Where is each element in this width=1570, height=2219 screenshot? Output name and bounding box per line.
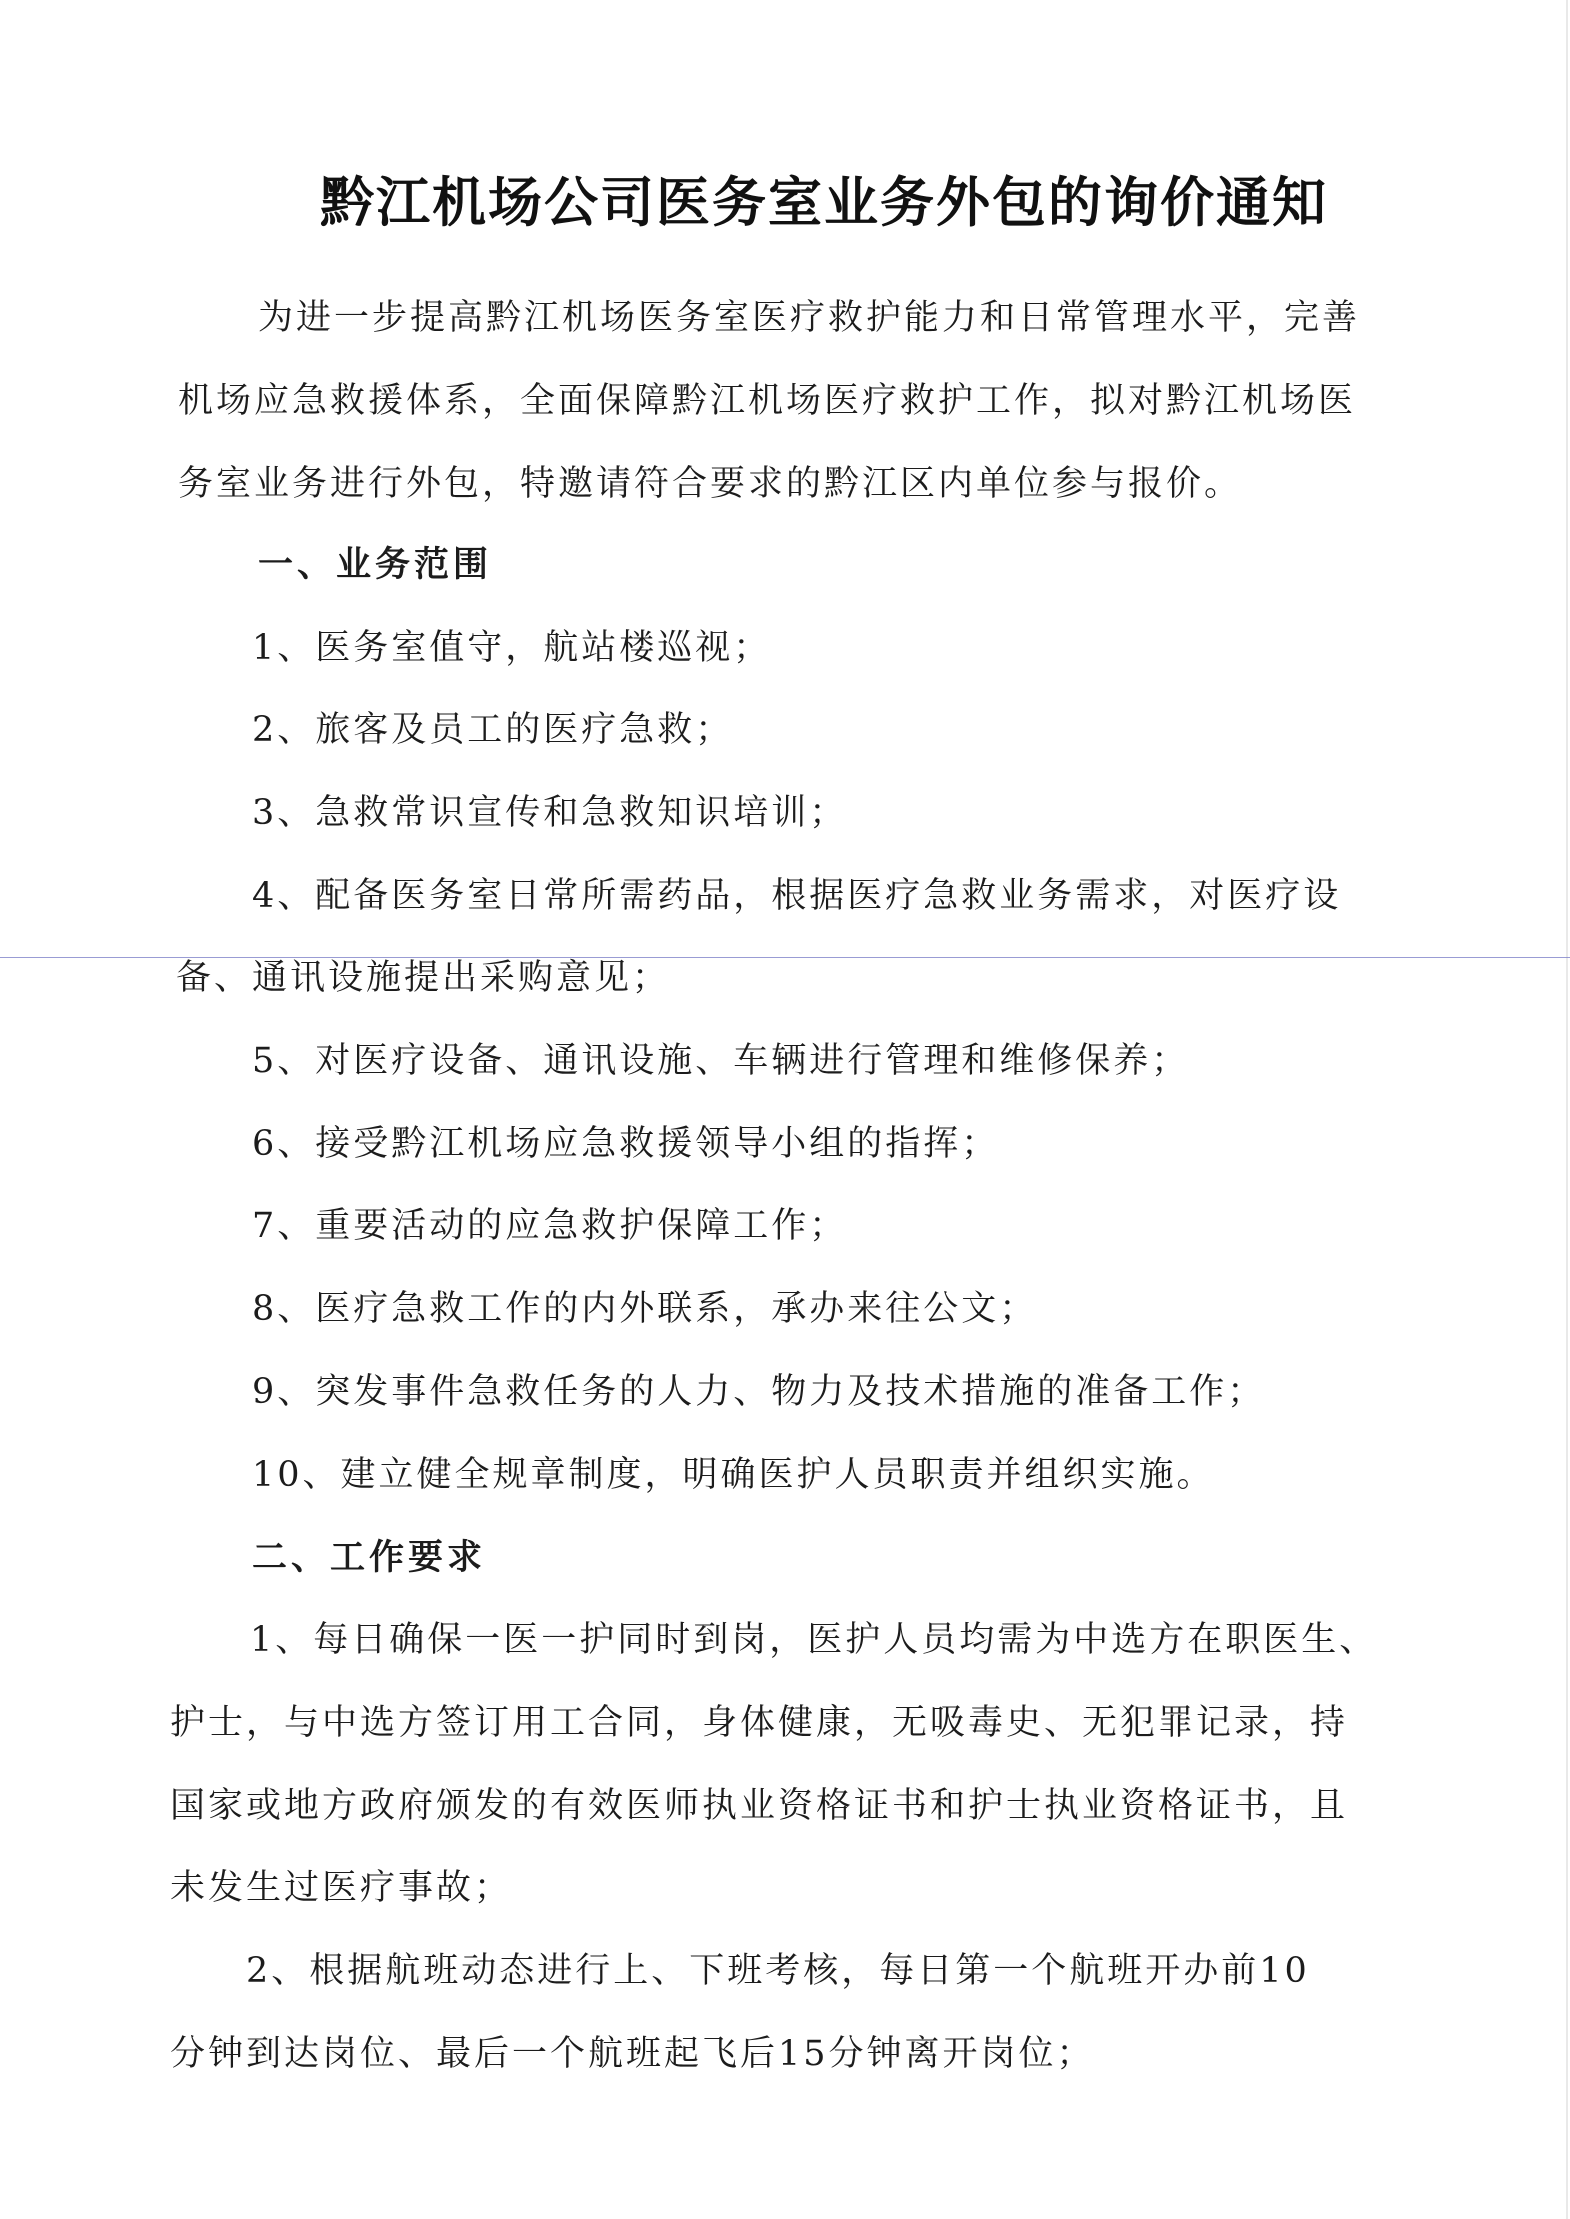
list-item: 4、配备医务室日常所需药品，根据医疗急救业务需求，对医疗设 <box>252 876 1342 916</box>
list-item: 5、对医疗设备、通讯设施、车辆进行管理和维修保养； <box>252 1041 1190 1081</box>
section-heading-scope: 一、业务范围 <box>258 545 493 585</box>
document-title: 黔江机场公司医务室业务外包的询价通知 <box>320 171 1328 234</box>
requirement-line: 未发生过医疗事故； <box>170 1868 513 1908</box>
requirement-line: 国家或地方政府颁发的有效医师执业资格证书和护士执业资格证书，且 <box>170 1786 1349 1826</box>
list-item-continuation: 备、通讯设施提出采购意见； <box>176 958 671 998</box>
requirement-line: 1、每日确保一医一护同时到岗，医护人员均需为中选方在职医生、 <box>250 1620 1378 1660</box>
list-item: 2、旅客及员工的医疗急救； <box>252 710 734 750</box>
requirement-line: 分钟到达岗位、最后一个航班起飞后15分钟离开岗位； <box>170 2034 1095 2074</box>
section-heading-requirements: 二、工作要求 <box>252 1538 487 1578</box>
intro-line: 务室业务进行外包，特邀请符合要求的黔江区内单位参与报价。 <box>178 464 1243 504</box>
list-item: 1、医务室值守，航站楼巡视； <box>252 628 772 668</box>
intro-line: 为进一步提高黔江机场医务室医疗救护能力和日常管理水平，完善 <box>258 298 1361 338</box>
list-item: 9、突发事件急救任务的人力、物力及技术措施的准备工作； <box>252 1372 1266 1412</box>
requirement-line: 2、根据航班动态进行上、下班考核，每日第一个航班开办前10 <box>246 1951 1310 1991</box>
requirement-line: 护士，与中选方签订用工合同，身体健康，无吸毒史、无犯罪记录，持 <box>170 1703 1349 1743</box>
intro-line: 机场应急救援体系，全面保障黔江机场医疗救护工作，拟对黔江机场医 <box>178 381 1357 421</box>
list-item: 3、急救常识宣传和急救知识培训； <box>252 793 848 833</box>
list-item: 7、重要活动的应急救护保障工作； <box>252 1206 848 1246</box>
list-item: 6、接受黔江机场应急救援领导小组的指挥； <box>252 1124 1000 1164</box>
list-item: 10、建立健全规章制度，明确医护人员职责并组织实施。 <box>252 1455 1215 1495</box>
list-item: 8、医疗急救工作的内外联系，承办来往公文； <box>252 1289 1038 1329</box>
scan-edge-right <box>1566 0 1568 2219</box>
